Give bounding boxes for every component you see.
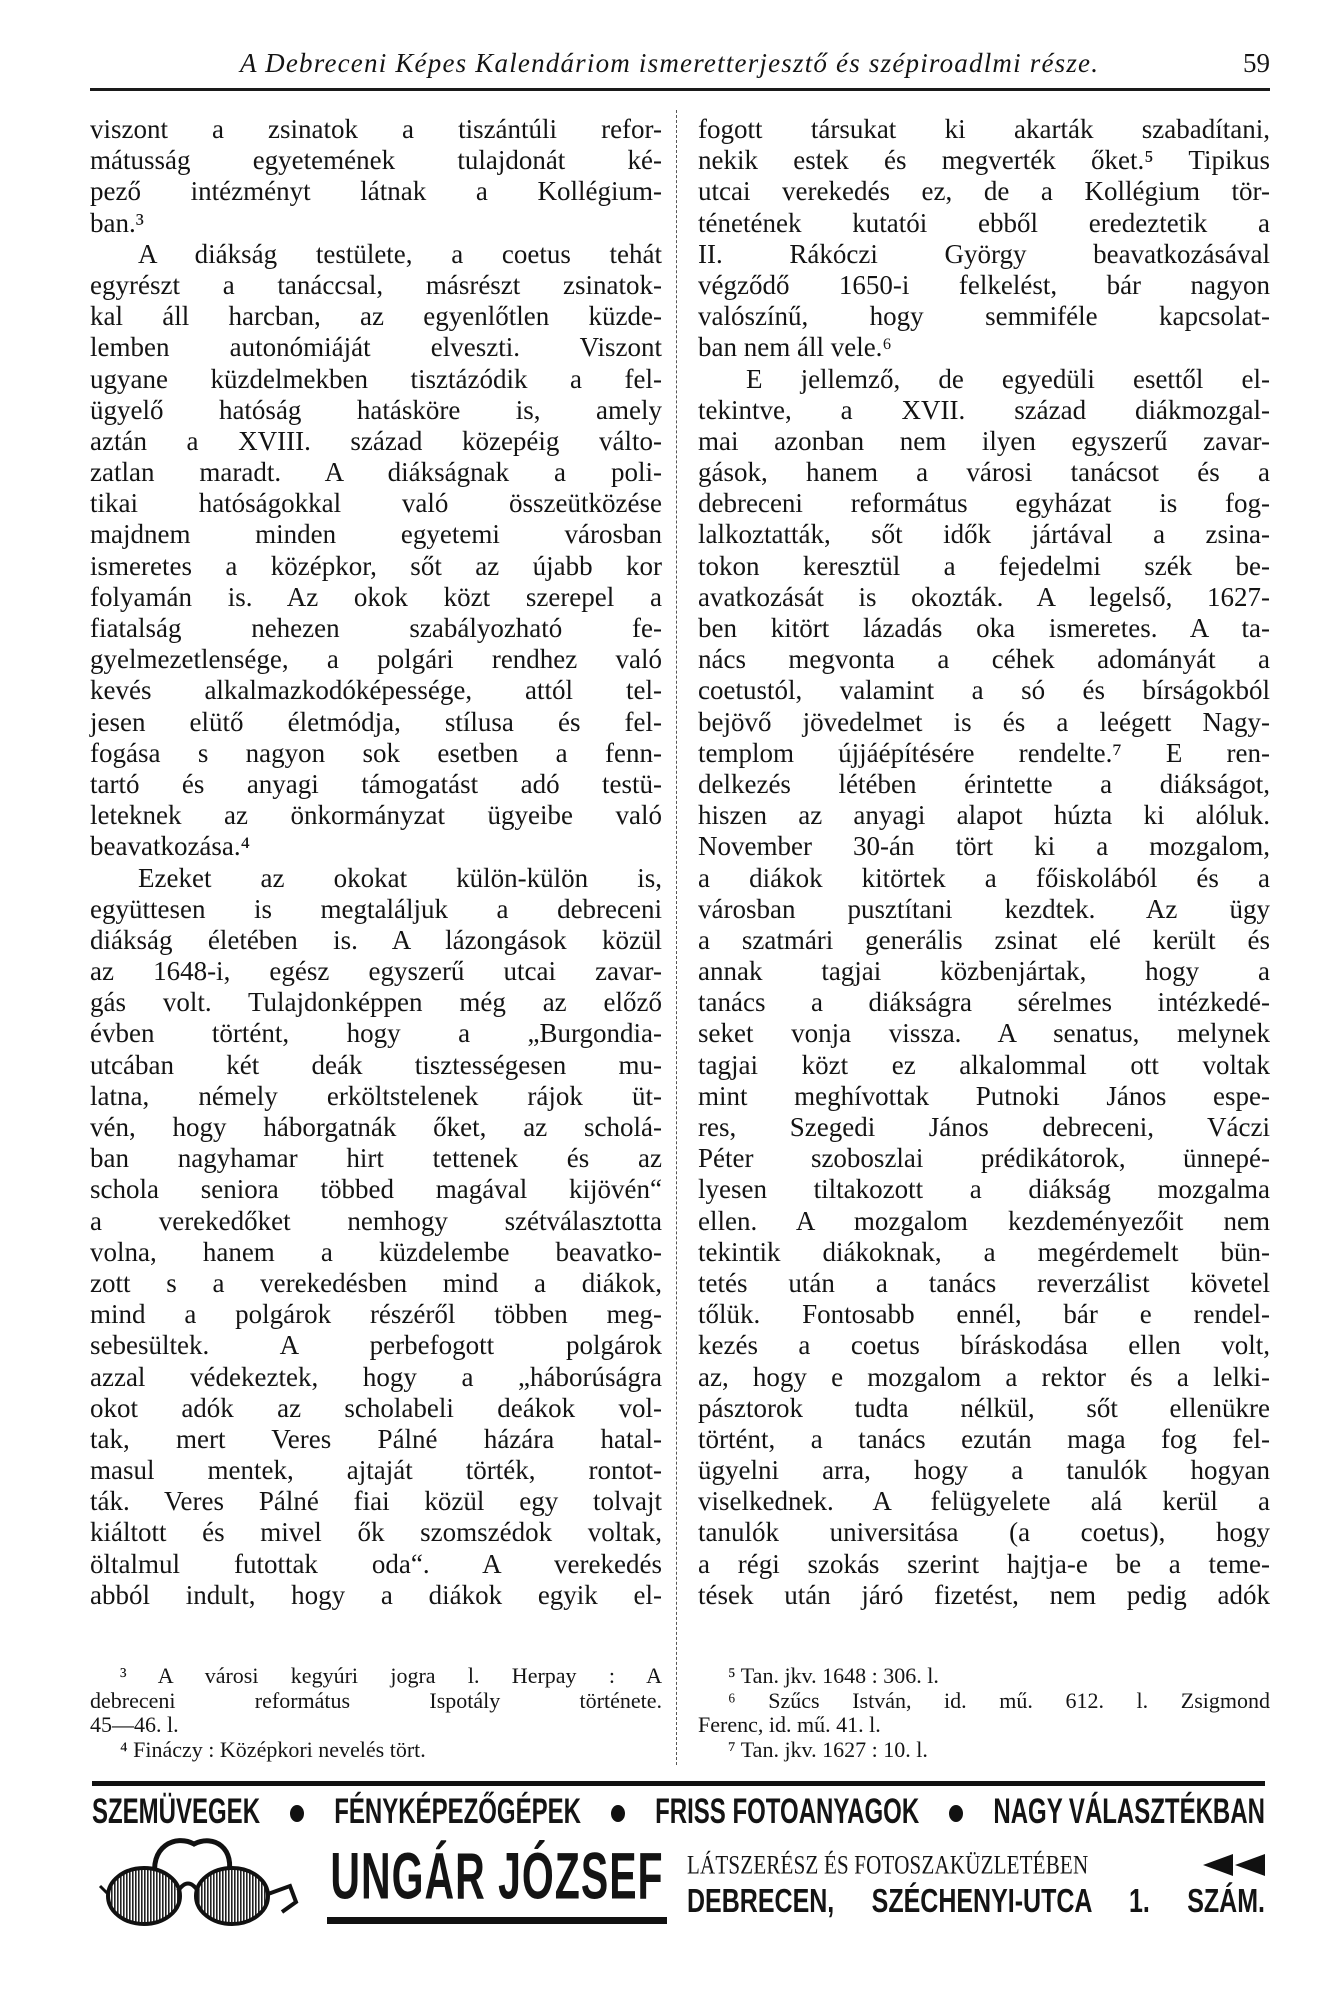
text-line: kiáltott és mivel ők szomszédok voltak,: [90, 1517, 662, 1548]
text-line: seket vonja vissza. A senatus, melynek: [698, 1018, 1270, 1049]
right-column: [698, 114, 1270, 1611]
ad-strip-item: FÉNYKÉPEZŐGÉPEK: [334, 1792, 581, 1832]
text-line: ellen. A mozgalom kezdeményezőit nem: [698, 1205, 1270, 1236]
text-line: városban pusztítani kezdtek. Az ügy: [698, 893, 1270, 924]
text-line: mátusság egyetemének tulajdonát ké-: [90, 145, 662, 176]
text-line: masul mentek, ajtaját törték, rontot-: [90, 1455, 662, 1486]
header-rule: [90, 88, 1270, 91]
footnote-line: ³ A városi kegyúri jogra l. Herpay : A: [120, 1663, 662, 1688]
text-line: nács megvonta a céhek adományát a: [698, 644, 1270, 675]
text-line: lalkoztatták, sőt idők jártával a zsina-: [698, 519, 1270, 550]
text-line: kal áll harcban, az egyenlőtlen küzde-: [90, 301, 662, 332]
text-line: az, hogy e mozgalom a rektor és a lelki-: [698, 1361, 1270, 1392]
text-line: tanulók universitása (a coetus), hogy: [698, 1517, 1270, 1548]
column-divider: [676, 110, 677, 1765]
advertisement-strip: [92, 1792, 1265, 1832]
text-line: tőlük. Fontosabb ennél, bár e rendel-: [698, 1299, 1270, 1330]
text-line: avatkozását is okozták. A legelső, 1627-: [698, 581, 1270, 612]
text-line: nekik estek és megverték őket.⁵ Tipikus: [698, 145, 1270, 176]
text-line: fogott társukat ki akarták szabadítani,: [698, 114, 1270, 144]
text-line: sebesültek. A perbefogott polgárok: [90, 1330, 662, 1361]
text-line: ugyane küzdelmekben tisztázódik a fel-: [90, 363, 662, 394]
text-line: viszont a zsinatok a tiszántúli refor-: [90, 114, 662, 144]
text-line: lemben autonómiáját elveszti. Viszont: [90, 332, 662, 363]
footnote-line: ⁶ Szűcs István, id. mű. 612. l. Zsigmond: [728, 1687, 1270, 1713]
running-head: [90, 48, 1270, 82]
text-line: valószínű, hogy semmiféle kapcsolat-: [698, 301, 1270, 332]
shop-name-underline: [327, 1917, 667, 1924]
text-line: gások, hanem a városi tanácsot és a: [698, 457, 1270, 488]
text-line: tikai hatóságokkal való összeütközése: [90, 488, 662, 519]
text-line: ben kitört lázadás oka ismeretes. A ta-: [698, 613, 1270, 643]
text-line: vén, hogy háborgatnák őket, az scholá-: [90, 1112, 662, 1142]
footnote-line: debreceni református Ispotály története.: [90, 1687, 662, 1713]
footnote-line: 45—46. l.: [90, 1712, 179, 1737]
text-line: tokon keresztül a fejedelmi szék be-: [698, 550, 1270, 581]
text-line: zott s a verekedésben mind a diákok,: [90, 1267, 662, 1298]
text-line: gyelmezetlensége, a polgári rendhez való: [90, 644, 662, 675]
text-line: ban nagyhamar hirt tettenek és az: [90, 1143, 662, 1174]
text-line: ban nem áll vele.⁶: [698, 332, 892, 363]
text-line: coetustól, valamint a só és bírságokból: [698, 675, 1270, 706]
left-column: [90, 114, 662, 1611]
double-arrow-left-icon: [1203, 1854, 1265, 1876]
text-line: ügyelő hatóság hatásköre is, amely: [90, 394, 662, 425]
text-line: tartó és anyagi támogatást adó testü-: [90, 768, 662, 799]
text-line: debreceni református egyházat is fog-: [698, 488, 1270, 519]
text-line: A diákság testülete, a coetus tehát: [138, 238, 662, 269]
advertisement-rule: [92, 1781, 1265, 1786]
text-line: tagjai közt ez alkalommal ott voltak: [698, 1049, 1270, 1080]
text-line: zatlan maradt. A diákságnak a poli-: [90, 457, 662, 488]
text-line: ták. Veres Pálné fiai közül egy tolvajt: [90, 1486, 662, 1517]
bullet-icon: [949, 1805, 963, 1822]
ad-strip-item: SZEMÜVEGEK: [92, 1792, 261, 1832]
text-line: pező intézményt látnak a Kollégium-: [90, 176, 662, 207]
text-line: mint meghívottak Putnoki János espe-: [698, 1080, 1270, 1111]
footnote-line: ⁷ Tan. jkv. 1627 : 10. l.: [728, 1736, 928, 1762]
text-line: tanács a diákságra sérelmes intézkedé-: [698, 987, 1270, 1018]
text-line: folyamán is. Az okok közt szerepel a: [90, 581, 662, 612]
text-line: ügyelni arra, hogy a tanulók hogyan: [698, 1455, 1270, 1486]
text-line: utcai verekedés ez, de a Kollégium tör-: [698, 176, 1270, 207]
text-line: Péter szoboszlai prédikátorok, ünnepé-: [698, 1143, 1270, 1174]
footnote-line: Ferenc, id. mű. 41. l.: [698, 1712, 881, 1737]
text-line: tetés után a tanács reverzálist követel: [698, 1267, 1270, 1298]
page-number: 59: [1243, 48, 1270, 78]
text-line: mind a polgárok részéről többen meg-: [90, 1299, 662, 1330]
text-line: leteknek az önkormányzat ügyeibe való: [90, 800, 662, 831]
text-line: öltalmul futottak oda“. A verekedés: [90, 1548, 662, 1579]
text-line: gás volt. Tulajdonképpen még az előző: [90, 987, 662, 1018]
footnotes-right: [698, 1664, 1270, 1762]
ad-address: DEBRECEN, SZÉCHENYI-UTCA 1. SZÁM.: [687, 1882, 1265, 1920]
text-line: utcában két deák tisztességesen mu-: [90, 1049, 662, 1080]
text-line: történt, a tanács ezután maga fog fel-: [698, 1423, 1270, 1454]
text-line: ismeretes a középkor, sőt az újabb kor: [90, 550, 662, 581]
text-line: végződő 1650-i felkelést, bár nagyon: [698, 269, 1270, 300]
footnotes-left: [90, 1664, 662, 1762]
footnote-line: ⁴ Fináczy : Középkori nevelés tört.: [120, 1736, 426, 1762]
ad-strip-item: NAGY VÁLASZTÉKBAN: [993, 1792, 1265, 1832]
text-line: volna, hanem a küzdelembe beavatko-: [90, 1236, 662, 1267]
text-line: II. Rákóczi György beavatkozásával: [698, 238, 1270, 269]
text-line: abból indult, hogy a diákok egyik el-: [90, 1579, 662, 1610]
text-line: egyrészt a tanáccsal, másrészt zsinatok-: [90, 269, 662, 300]
text-line: fogása s nagyon sok esetben a fenn-: [90, 737, 662, 768]
text-line: mai azonban nem ilyen egyszerű zavar-: [698, 425, 1270, 456]
footnote-line: ⁵ Tan. jkv. 1648 : 306. l.: [728, 1663, 939, 1688]
text-line: annak tagjai közbenjártak, hogy a: [698, 956, 1270, 987]
spectacles-icon: [96, 1836, 301, 1926]
text-line: latna, némely erköltstelenek rájok üt-: [90, 1080, 662, 1111]
text-line: November 30-án tört ki a mozgalom,: [698, 831, 1270, 862]
text-line: hiszen az anyagi alapot húzta ki alóluk.: [698, 800, 1270, 831]
text-line: azzal védekeztek, hogy a „háborúságra: [90, 1361, 662, 1392]
text-line: kezés a coetus bíráskodása ellen volt,: [698, 1330, 1270, 1361]
text-line: fiatalság nehezen szabályozható fe-: [90, 613, 662, 643]
text-line: tak, mert Veres Pálné házára hatal-: [90, 1423, 662, 1454]
shop-name: UNGÁR JÓZSEF: [330, 1839, 664, 1913]
text-line: kevés alkalmazkodóképessége, attól tel-: [90, 675, 662, 706]
text-line: a verekedőket nemhogy szétválasztotta: [90, 1205, 662, 1236]
text-line: okot adók az scholabeli deákok vol-: [90, 1392, 662, 1423]
running-title: A Debreceni Képes Kalendáriom ismeretterjesztő és szépiroadlmi része.: [240, 48, 1100, 78]
text-line: viselkednek. A felügyelete alá kerül a: [698, 1486, 1270, 1517]
text-line: tések után járó fizetést, nem pedig adók: [698, 1579, 1270, 1610]
text-line: ban.³: [90, 207, 144, 238]
text-line: az 1648-i, egész egyszerű utcai zavar-: [90, 956, 662, 987]
text-line: aztán a XVIII. század közepéig válto-: [90, 425, 662, 456]
text-line: jesen elütő életmódja, stílusa és fel-: [90, 706, 662, 737]
text-line: együttesen is megtaláljuk a debreceni: [90, 893, 662, 924]
text-line: lyesen tiltakozott a diákság mozgalma: [698, 1174, 1270, 1205]
bullet-icon: [611, 1805, 625, 1822]
text-line: évben történt, hogy a „Burgondia-: [90, 1018, 662, 1049]
text-line: beavatkozása.⁴: [90, 831, 251, 862]
text-line: tekintik diákoknak, a megérdemelt bün-: [698, 1236, 1270, 1267]
ad-strip-item: FRISS FOTOANYAGOK: [655, 1792, 920, 1832]
text-line: ténetének kutatói ebből eredeztetik a: [698, 207, 1270, 238]
text-line: pásztorok tudta nélkül, sőt ellenükre: [698, 1392, 1270, 1423]
text-line: schola seniora többed magával kijövén“: [90, 1174, 662, 1205]
text-line: majdnem minden egyetemi városban: [90, 519, 662, 550]
bullet-icon: [290, 1805, 304, 1822]
text-line: Ezeket az okokat külön-külön is,: [138, 862, 662, 893]
text-line: a diákok kitörtek a főiskolából és a: [698, 862, 1270, 893]
text-line: templom újjáépítésére rendelte.⁷ E ren-: [698, 737, 1270, 768]
text-line: bejövő jövedelmet is és a leégett Nagy-: [698, 706, 1270, 737]
text-line: E jellemző, de egyedüli esettől el-: [746, 363, 1270, 394]
ad-shop-type: LÁTSZERÉSZ ÉS FOTOSZAKÜZLETÉBEN: [687, 1849, 1089, 1880]
text-line: res, Szegedi János debreceni, Váczi: [698, 1112, 1270, 1142]
text-line: a szatmári generális zsinat elé került és: [698, 924, 1270, 955]
text-line: a régi szokás szerint hajtja-e be a teme-: [698, 1548, 1270, 1579]
text-line: diákság életében is. A lázongások közül: [90, 924, 662, 955]
ad-line-shop-type: [687, 1850, 1265, 1880]
text-line: tekintve, a XVII. század diákmozgal-: [698, 394, 1270, 425]
text-line: delkezés létében érintette a diákságot,: [698, 768, 1270, 799]
